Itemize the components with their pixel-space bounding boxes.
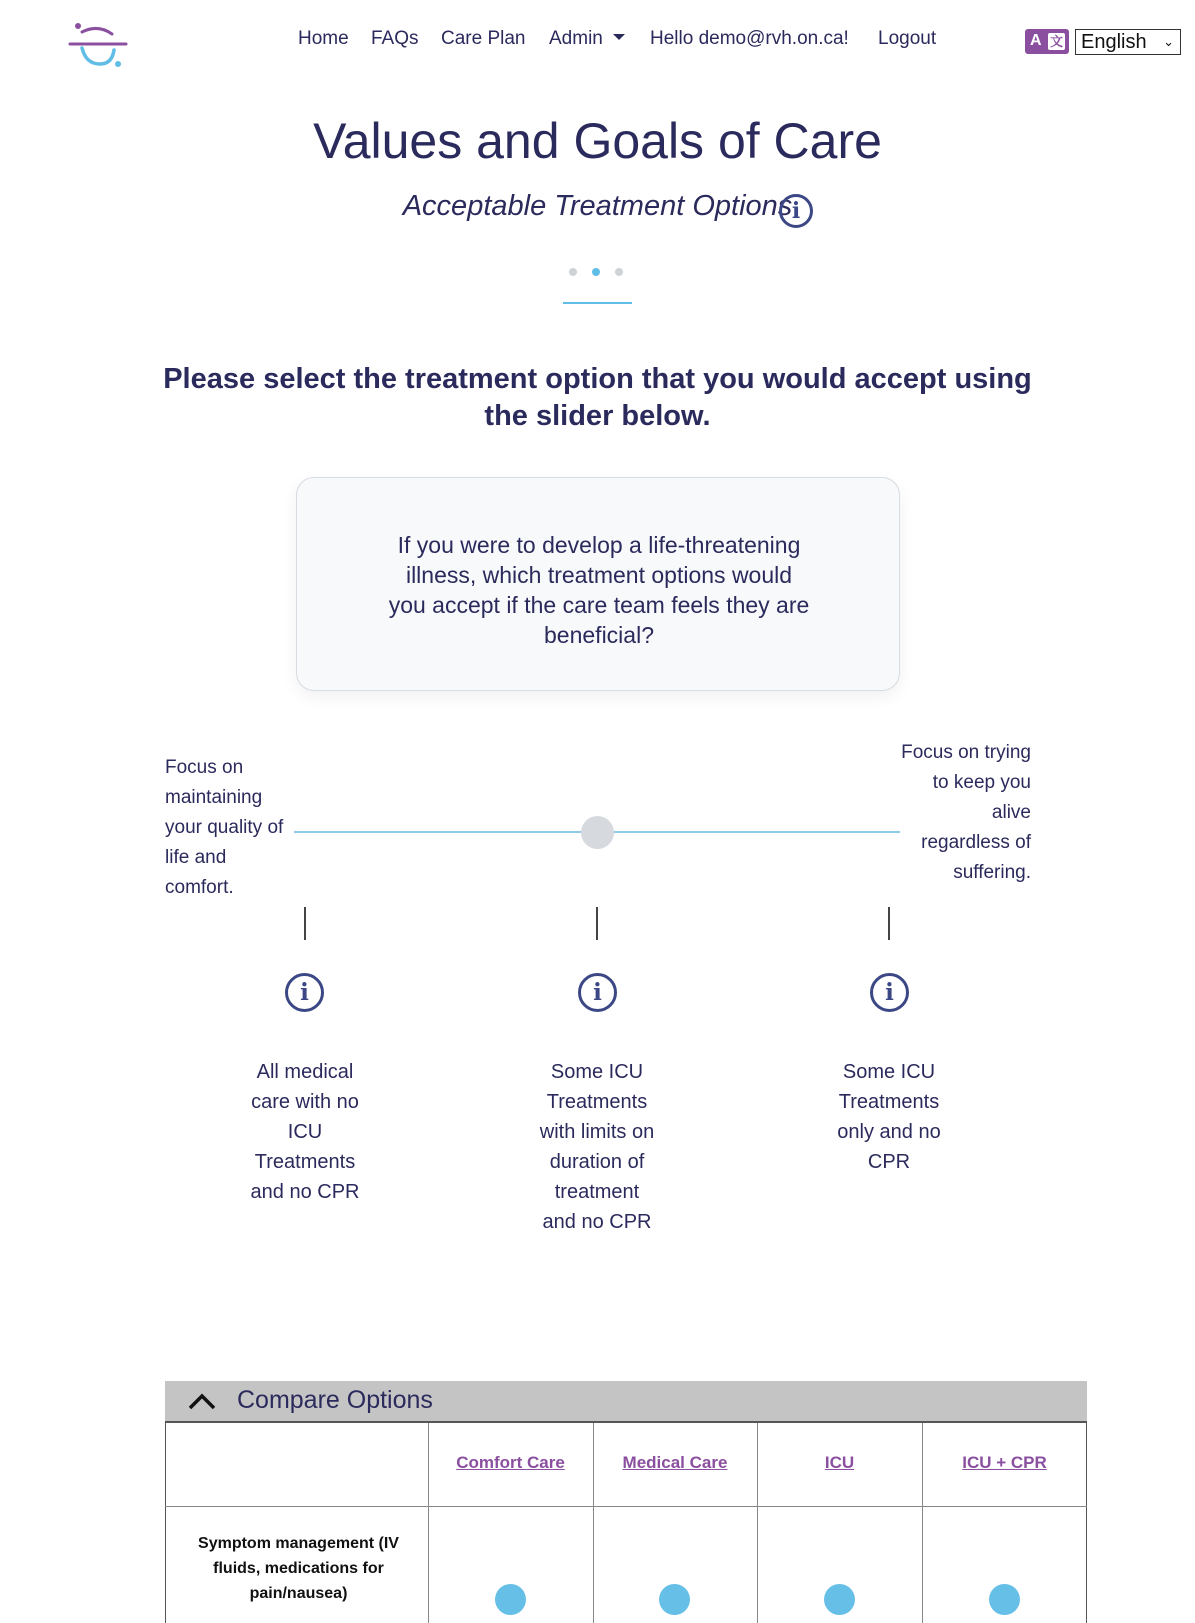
pager-dot-2[interactable] (592, 268, 600, 276)
included-indicator (495, 1584, 526, 1615)
slider-tick-3 (888, 907, 890, 940)
included-indicator (989, 1584, 1020, 1615)
nav-admin-dropdown[interactable] (549, 28, 625, 50)
chevron-down-icon (613, 34, 625, 40)
subtitle-info-icon[interactable]: i (779, 194, 813, 228)
column-icu-cpr[interactable]: ICU + CPR (962, 1453, 1047, 1472)
question-text: If you were to develop a life-threatening illness, which treatment options would you accept if the care team feels they are beneficial? (388, 532, 810, 648)
slider-right-label: Focus on trying to keep you alive regardless of suffering. (901, 742, 1031, 883)
option-1-label: All medical care with no ICU Treatments and no CPR (250, 1061, 360, 1203)
included-indicator (659, 1584, 690, 1615)
slider-tick-1 (304, 907, 306, 940)
translate-icon (1025, 29, 1069, 54)
table-row-label: Symptom management (IV fluids, medications for pain/nausea) (198, 1535, 399, 1602)
slider-handle[interactable] (581, 816, 614, 849)
translate-icon-latin: A (1030, 32, 1042, 49)
page-subtitle (0, 190, 1195, 223)
language-select[interactable] (1075, 29, 1181, 55)
title-divider (563, 302, 632, 304)
page-subtitle-text: Acceptable Treatment Options (402, 190, 793, 222)
nav-care-plan[interactable]: Care Plan (441, 28, 526, 49)
column-medical-care[interactable]: Medical Care (622, 1453, 728, 1472)
slider-left-label: Focus on maintaining your quality of life and comfort. (165, 757, 284, 898)
option-2-info-icon[interactable]: i (578, 973, 617, 1012)
chevron-up-icon[interactable] (187, 1390, 217, 1412)
option-3-label: Some ICU Treatments only and no CPR (837, 1061, 941, 1173)
slider-tick-2 (596, 907, 598, 940)
chevron-down-icon: ⌄ (1163, 34, 1174, 49)
translate-icon-glyph: 文 (1049, 34, 1063, 49)
compare-title: Compare Options (237, 1386, 433, 1414)
instruction-heading: Please select the treatment option that you would accept using the slider below. (163, 363, 1032, 432)
nav-faqs[interactable]: FAQs (371, 28, 419, 49)
nav-admin-label: Admin (549, 28, 603, 49)
column-icu[interactable]: ICU (824, 1453, 855, 1472)
language-select-value: English (1081, 31, 1147, 53)
nav-user-greeting[interactable]: Hello demo@rvh.on.ca! (650, 28, 849, 49)
nav-logout[interactable]: Logout (878, 28, 937, 49)
nav-home[interactable]: Home (298, 28, 349, 49)
pager-dot-3[interactable] (615, 268, 623, 276)
page-title: Values and Goals of Care (313, 113, 882, 169)
option-2-label: Some ICU Treatments with limits on duration of treatment and no CPR (539, 1061, 655, 1233)
option-1-info-icon[interactable]: i (285, 973, 324, 1012)
column-comfort-care[interactable]: Comfort Care (456, 1453, 565, 1472)
included-indicator (824, 1584, 855, 1615)
table-row-divider (165, 1506, 1087, 1507)
pager-dot-1[interactable] (569, 268, 577, 276)
option-3-info-icon[interactable]: i (870, 973, 909, 1012)
main-nav (0, 28, 1195, 54)
